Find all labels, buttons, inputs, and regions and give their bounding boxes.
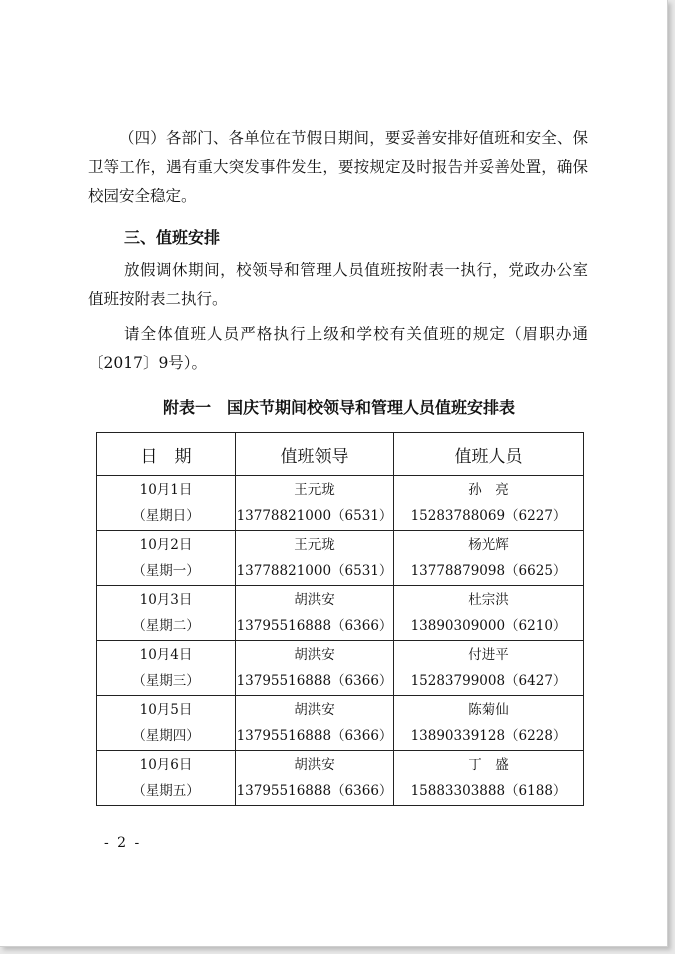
leader-name: 胡洪安 bbox=[294, 757, 335, 773]
staff-phone: 13890309000（6210） bbox=[410, 618, 567, 634]
staff-cell bbox=[394, 531, 584, 586]
leader-cell bbox=[236, 586, 394, 641]
date-text: 10月1日 bbox=[139, 482, 193, 498]
staff-phone: 13778879098（6625） bbox=[410, 563, 567, 579]
date-cell bbox=[97, 586, 236, 641]
leader-phone: 13795516888（6366） bbox=[236, 783, 393, 799]
weekday-text: （星期三） bbox=[132, 673, 200, 689]
leader-phone: 13795516888（6366） bbox=[236, 728, 393, 744]
header-date: 日 期 bbox=[97, 433, 236, 476]
header-duty-leader: 值班领导 bbox=[236, 433, 394, 476]
leader-cell bbox=[236, 531, 394, 586]
date-text: 10月6日 bbox=[139, 757, 193, 773]
date-text: 10月5日 bbox=[139, 702, 193, 718]
table-row bbox=[97, 696, 584, 751]
staff-cell bbox=[394, 476, 584, 531]
weekday-text: （星期一） bbox=[132, 563, 200, 579]
duty-schedule-table bbox=[96, 432, 584, 806]
leader-cell bbox=[236, 476, 394, 531]
staff-cell bbox=[394, 641, 584, 696]
leader-cell bbox=[236, 641, 394, 696]
table-row bbox=[97, 476, 584, 531]
table-row bbox=[97, 751, 584, 806]
table-row bbox=[97, 586, 584, 641]
leader-name: 胡洪安 bbox=[294, 647, 335, 663]
leader-cell bbox=[236, 751, 394, 806]
leader-phone: 13778821000（6531） bbox=[236, 508, 393, 524]
leader-name: 胡洪安 bbox=[294, 592, 335, 608]
table-row bbox=[97, 641, 584, 696]
staff-name: 孙 亮 bbox=[468, 482, 509, 498]
table-row bbox=[97, 531, 584, 586]
date-cell bbox=[97, 751, 236, 806]
staff-phone: 13890339128（6228） bbox=[410, 728, 567, 744]
leader-cell bbox=[236, 696, 394, 751]
staff-name: 陈菊仙 bbox=[468, 702, 509, 718]
staff-cell bbox=[394, 751, 584, 806]
paragraph-duty-rules: 请全体值班人员严格执行上级和学校有关值班的规定（眉职办通〔2017〕9号）。 bbox=[88, 325, 588, 372]
leader-name: 王元珑 bbox=[294, 482, 335, 498]
paragraph-duty-schedule: 放假调休期间，校领导和管理人员值班按附表一执行，党政办公室值班按附表二执行。 bbox=[88, 261, 588, 308]
weekday-text: （星期二） bbox=[132, 618, 200, 634]
leader-phone: 13778821000（6531） bbox=[236, 563, 393, 579]
date-text: 10月4日 bbox=[139, 647, 193, 663]
staff-name: 丁 盛 bbox=[468, 757, 509, 773]
staff-phone: 15283788069（6227） bbox=[410, 508, 567, 524]
weekday-text: （星期四） bbox=[132, 728, 200, 744]
staff-cell bbox=[394, 696, 584, 751]
staff-name: 付进平 bbox=[468, 647, 509, 663]
leader-name: 王元珑 bbox=[294, 537, 335, 553]
weekday-text: （星期五） bbox=[132, 783, 200, 799]
section-heading-duty-arrangement: 三、值班安排 bbox=[124, 228, 221, 247]
page-number: - 2 - bbox=[104, 835, 142, 851]
header-duty-staff: 值班人员 bbox=[394, 433, 584, 476]
leader-phone: 13795516888（6366） bbox=[236, 673, 393, 689]
table-header-row bbox=[97, 433, 584, 476]
date-text: 10月2日 bbox=[139, 537, 193, 553]
date-text: 10月3日 bbox=[139, 592, 193, 608]
leader-name: 胡洪安 bbox=[294, 702, 335, 718]
staff-phone: 15283799008（6427） bbox=[410, 673, 567, 689]
table-title: 附表一 国庆节期间校领导和管理人员值班安排表 bbox=[162, 398, 515, 417]
weekday-text: （星期日） bbox=[132, 508, 200, 524]
date-cell bbox=[97, 696, 236, 751]
staff-phone: 15883303888（6188） bbox=[410, 783, 567, 799]
paragraph-holiday-security: （四）各部门、各单位在节假日期间，要妥善安排好值班和安全、保卫等工作，遇有重大突发事件发生，要按规定及时报告并妥善处置，确保校园安全稳定。 bbox=[88, 129, 588, 205]
leader-phone: 13795516888（6366） bbox=[236, 618, 393, 634]
staff-name: 杜宗洪 bbox=[468, 592, 509, 608]
date-cell bbox=[97, 476, 236, 531]
date-cell bbox=[97, 531, 236, 586]
staff-name: 杨光辉 bbox=[468, 537, 509, 553]
date-cell bbox=[97, 641, 236, 696]
staff-cell bbox=[394, 586, 584, 641]
